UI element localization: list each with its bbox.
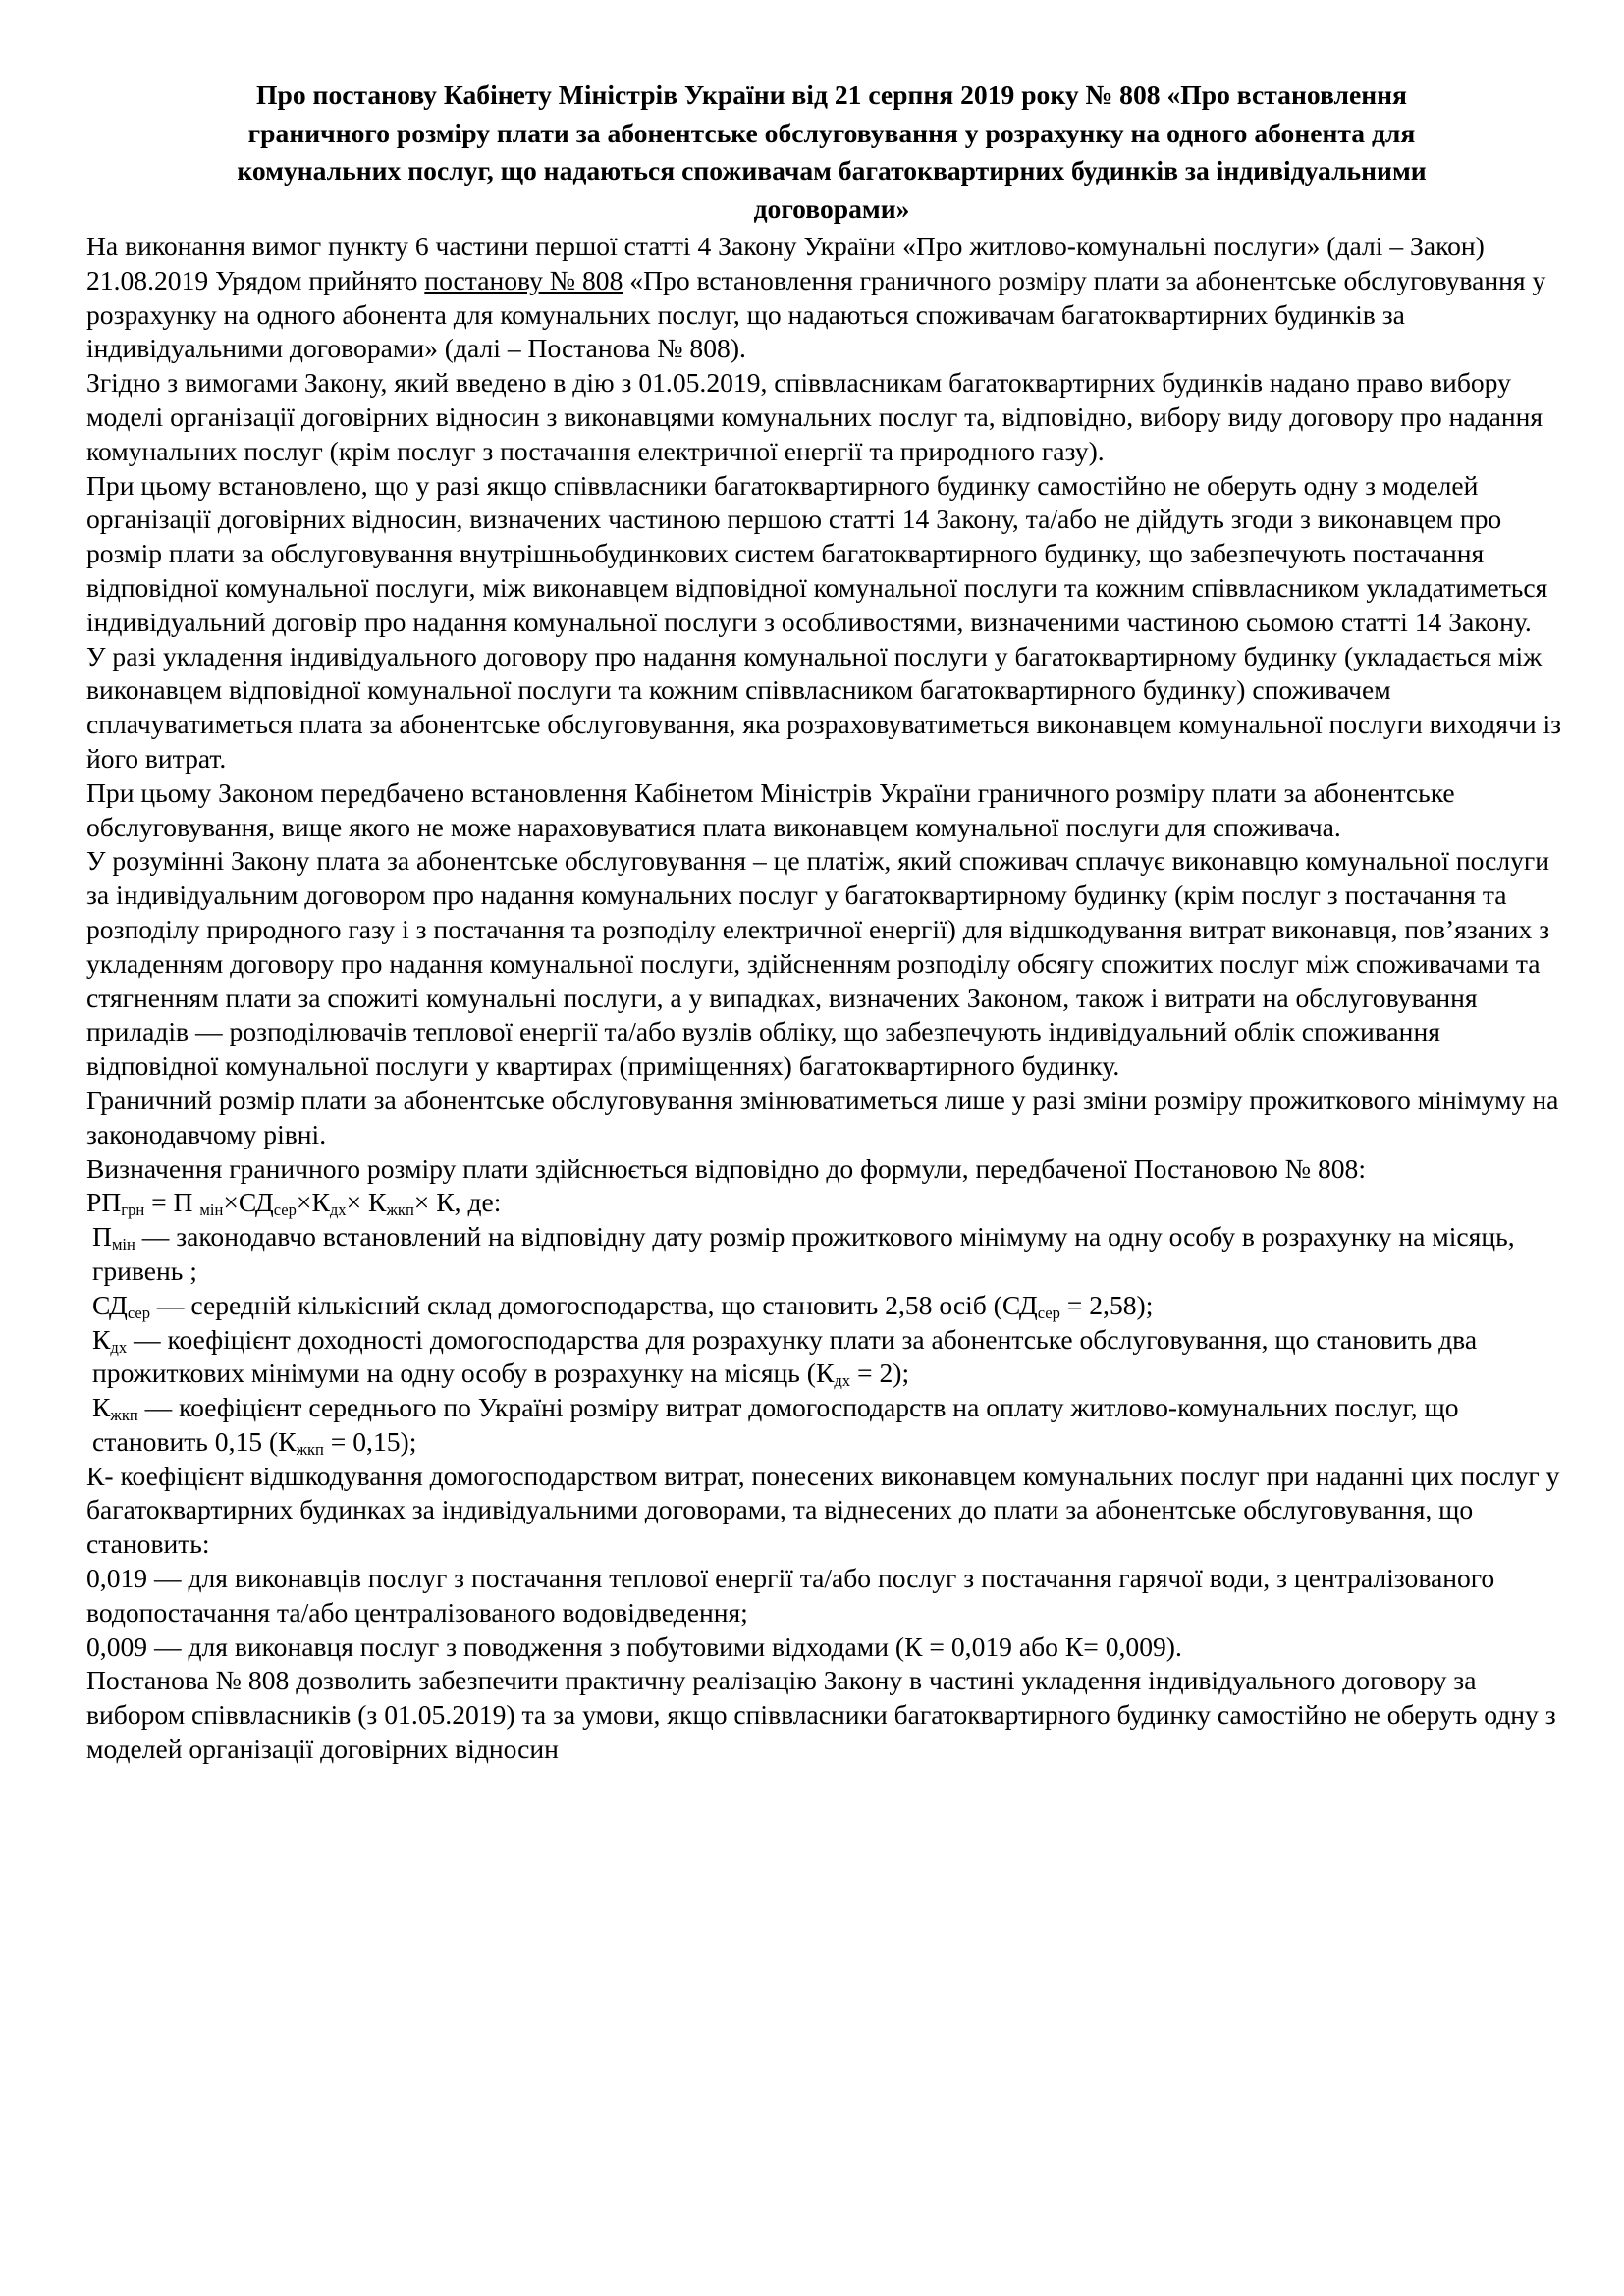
resolution-808-link[interactable]: постанову № 808 [424, 264, 623, 295]
title-line: комунальних послуг, що надаються споживачам багатоквартирних будинків за індивідуальними [237, 155, 1427, 186]
definition-k: К- коефіцієнт відшкодування домогосподарством витрат, понесених виконавцем комунальних послуг при наданні цих послуг у багатоквартирних будинках за індивідуальними договорами, та віднесених до плати за абонентське обслуговування, що становить: [86, 1460, 1560, 1560]
definition-sd: $СД_{сер}$ — середній кількісний склад домогосподарства, що становить 2,58 осіб $(СД_{сер} = 2,58)$; [92, 1289, 1154, 1322]
definition-kdh: $К_{дх}$ — коефіцієнт доходності домогосподарства для розрахунку плати за абонентське обслуговування, що становить два прожиткових мінімуми на одну особу в розрахунку на місяць $(К_{дх} = 2)$; [92, 1323, 1478, 1391]
paragraph: При цьому Законом передбачено встановлення Кабінетом Міністрів України граничного розміру плати за абонентське обслуговування, вище якого не може нараховуватися плата виконавцем комунальної послуги для споживача. [86, 776, 1455, 842]
title-line: Про постанову Кабінету Міністрів України від 21 серпня 2019 року № 808 «Про встановлення [256, 80, 1407, 110]
paragraph: Визначення граничного розміру плати здійснюється відповідно до формули, передбаченої Постановою № 808: [86, 1152, 1367, 1184]
title-line: граничного розміру плати за абонентське обслуговування у розрахунку на одного абонента для [247, 117, 1416, 148]
document-page [86, 77, 1577, 1767]
paragraph: При цьому встановлено, що у разі якщо співвласники багатоквартирного будинку самостійно не оберуть одну з моделей організації договірних відносин, визначених частиною першою статті 14 Закону, та/або не дійдуть згоди з виконавцем про розмір плати за обслуговування внутрішньобудинкових систем багатоквартирного будинку, що забезпечують постачання відповідної комунальної послуги, між виконавцем відповідної комунальної послуги та кожним співвласником укладатиметься індивідуальний договір про надання комунальної послуги з особливостями, визначеними частиною сьомою статті 14 Закону. [86, 469, 1548, 637]
paragraph: Згідно з вимогами Закону, який введено в дію з 01.05.2019, співвласникам багатоквартирних будинків надано право вибору моделі організації договірних відносин з виконавцями комунальних послуг та, відповідно, вибору виду договору про надання комунальних послуг (крім послуг з постачання електричної енергії та природного газу). [86, 367, 1543, 466]
paragraph-final: Постанова № 808 дозволить забезпечити практичну реалізацію Закону в частині укладення індивідуального договору за вибором співвласників (з 01.05.2019) та за умови, якщо співвласники багатоквартирного будинку самостійно не оберуть одну з моделей організації договірних відносин [86, 1665, 1556, 1765]
formula: $РП_{грн} = П$ $_{мін}\times СД_{сер}\times К_{дх}\times К_{жкп}\times К$, де: [86, 1187, 502, 1220]
paragraph-intro: На виконання вимог пункту 6 частини першої статті 4 Закону України «Про житлово-комунальні послуги» (далі – Закон) 21.08.2019 Урядом прийнято постанову № 808 «Про встановлення граничного розміру плати за абонентське обслуговування у розрахунку на одного абонента для комунальних послуг, що надаються споживачам багатоквартирних будинків за індивідуальними договорами» (далі – Постанова № 808). [86, 231, 1546, 364]
paragraph: У розумінні Закону плата за абонентське обслуговування – це платіж, який споживач сплачує виконавцю комунальної послуги за індивідуальним договором про надання комунальних послуг у багатоквартирному будинку (крім послуг з постачання та розподілу природного газу і з постачання та розподілу електричної енергії) для відшкодування витрат виконавця, пов’язаних з укладенням договору про надання комунальної послуги, здійсненням розподілу обсягу спожитих послуг між споживачами та стягненням плати за спожиті комунальні послуги, а у випадках, визначених Законом, також і витрати на обслуговування приладів — розподілювачів теплової енергії та/або вузлів обліку, що забезпечують індивідуальний облік споживання відповідної комунальної послуги у квартирах (приміщеннях) багатоквартирного будинку. [86, 845, 1550, 1082]
definition-pmin: $П_{мін}$ — законодавчо встановлений на відповідну дату розмір прожиткового мінімуму на одну особу в розрахунку на місяць, гривень ; [92, 1221, 1515, 1286]
definition-kzhkp: $К_{жкп}$ — коефіцієнт середнього по Україні розміру витрат домогосподарств на оплату житлово-комунальних послуг, що становить 0,15 $(К_{жкп} = 0,15)$; [92, 1392, 1459, 1460]
title-line: договорами» [753, 192, 910, 224]
coefficient-item: 0,019 — для виконавців послуг з постачання теплової енергії та/або послуг з постачання гарячої води, з централізованого водопостачання та/або централізованого водовідведення; [86, 1563, 1495, 1628]
document-title [86, 77, 1577, 228]
paragraph: У разі укладення індивідуального договору про надання комунальної послуги у багатоквартирному будинку (укладається між виконавцем відповідної комунальної послуги та кожним співвласником багатоквартирного будинку) споживачем сплачуватиметься плата за абонентське обслуговування, яка розраховуватиметься виконавцем комунальної послуги виходячи із його витрат. [86, 640, 1562, 774]
coefficient-item: 0,009 — для виконавця послуг з поводження з побутовими відходами (К = 0,019 або К= 0,009). [86, 1630, 1182, 1662]
paragraph: Граничний розмір плати за абонентське обслуговування змінюватиметься лише у разі зміни розміру прожиткового мінімуму на законодавчому рівні. [86, 1084, 1559, 1149]
